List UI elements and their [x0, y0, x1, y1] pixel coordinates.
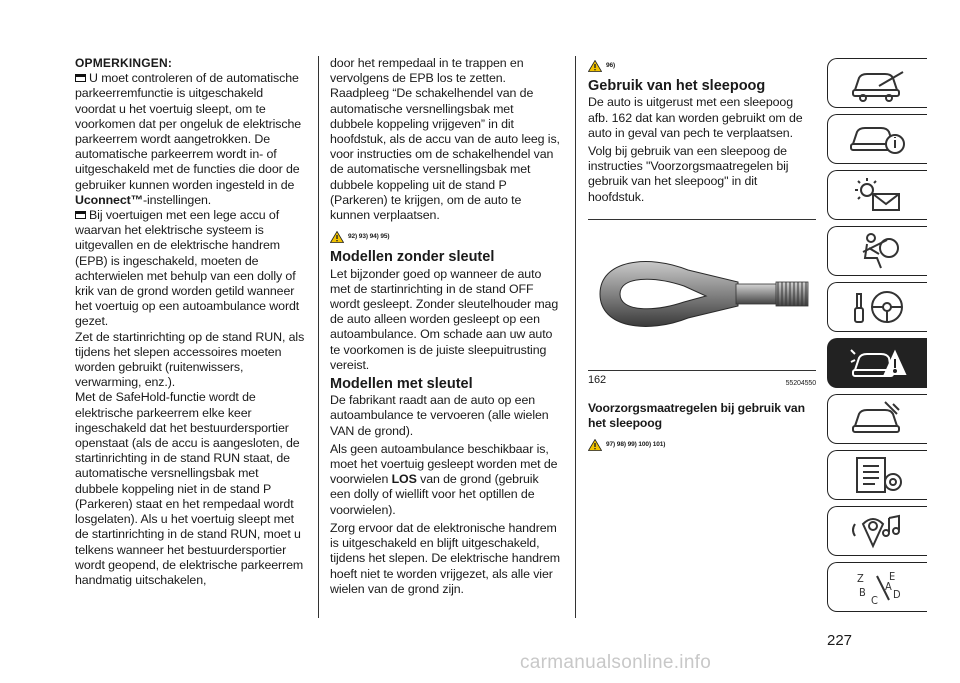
chapter-tabs: [827, 58, 929, 618]
note-paragraph: Bij voertuigen met een lege accu of waarvan het elektrische systeem is uitgevallen en de elektrische handrem (EPB) is ingeschakeld, moeten de achterwielen met behulp van een dolly of krik van de grond worden getild wanneer het voertuig op een autoambulance wordt gezet.: [75, 208, 300, 329]
tab-technical-data[interactable]: [827, 450, 927, 500]
svg-text:A: A: [884, 580, 892, 593]
tow-eye-thread: [776, 282, 808, 306]
watermark: carmanualsonline.info: [520, 652, 712, 673]
warning-references: 96): [588, 58, 816, 73]
column-separator: [318, 56, 319, 618]
warning-references: 92) 93) 94) 95): [330, 229, 560, 244]
svg-text:B: B: [858, 586, 866, 599]
body-paragraph: Zet de startinrichting op de stand RUN, als tijdens het slepen accessoires moeten worden gebruikt (ruitenwissers, verwarming, enz.).: [75, 329, 305, 390]
svg-text:C: C: [870, 594, 878, 606]
tab-lights-messages[interactable]: [827, 170, 927, 220]
column-1: [75, 56, 305, 588]
note-paragraph: U moet controleren of de automatische parkeerremfunctie is uitgeschakeld voordat u het voertuig sleept, om te voorkomen dat per ongeluk de elektrische parkeerrem wordt aangetrokken. De automatische parkeerrem wordt in- of uitgeschakeld met de functies die door de gebruiker kunnen worden ingesteld in de Uconnect™-instellingen.: [75, 71, 302, 207]
warning-references: 97) 98) 99) 100) 101): [588, 437, 816, 452]
tab-service[interactable]: [827, 394, 927, 444]
body-paragraph: door het rempedaal in te trappen en vervolgens de EPB los te zetten. Raadpleeg “De schakelhendel van de automatische versnellingsbak met dubbele koppeling vrijgeven” in dit hoofdstuk, als de accu van de auto leeg is, voor instructies om de schakelhendel van de automatische versnellingsbak met dubbele koppeling uit de stand P (Parkeren) te krijgen, om de auto te kunnen verplaatsen.: [330, 56, 560, 223]
section-heading: Gebruik van het sleepoog: [588, 78, 766, 95]
body-paragraph: Als geen autoambulance beschikbaar is, moet het voertuig gesleept worden met de voorwielen LOS van de grond (gebruik een dolly of wiellift voor het optillen de voorwielen).: [330, 441, 558, 517]
figure-footer: [588, 370, 816, 391]
column-separator: [575, 56, 576, 618]
notes-heading: OPMERKINGEN:: [75, 56, 173, 70]
body-paragraph: Met de SafeHold-functie wordt de elektrische parkeerrem elke keer ingeschakeld dat het bestuurdersportier openstaat (als de accu is aangesloten, de startinrichting in de stand RUN staat, de automatische versnellingsbak met dubbele koppeling niet in de stand P (Parkeren) staat en het rempedaal wordt losgelaten). Als u het voertuig sleept met de startinrichting in de stand RUN, moet u telkens wanneer het bestuurdersportier wordt geopend, de elektrische parkeerrem handmatig uitschakelen,: [75, 390, 304, 587]
tab-car-info[interactable]: [827, 114, 927, 164]
figure-code: 55204550: [785, 379, 816, 387]
svg-text:D: D: [892, 588, 901, 601]
figure-caption: Voorzorgsmaatregelen bij gebruik van het sleepoog: [588, 401, 805, 431]
tab-dashboard[interactable]: [827, 58, 927, 108]
body-paragraph: De auto is uitgerust met een sleepoog afb. 162 dat kan worden gebruikt om de auto in geval van pech te verplaatsen.: [588, 95, 803, 140]
warning-triangle-icon: [588, 60, 602, 72]
warning-triangle-icon: [330, 231, 344, 243]
tab-starting-driving[interactable]: [827, 282, 927, 332]
airbag-safety-icon: [849, 232, 907, 270]
multimedia-icon: [849, 512, 907, 550]
index-abc-icon: [849, 568, 907, 606]
tab-index[interactable]: [827, 562, 927, 612]
body-paragraph: Let bijzonder goed op wanneer de auto met de startinrichting in de stand OFF wordt gesleept. Zonder sleutelhouder mag de auto alleen worden gesleept op een autoambulance. Om schade aan uw auto te voorkomen is de juiste sleepuitrusting vereist.: [330, 266, 559, 372]
note-icon: [75, 211, 86, 219]
light-message-icon: [849, 176, 907, 214]
tab-emergency[interactable]: [827, 338, 927, 388]
body-paragraph: Zorg ervoor dat de elektronische handrem is uitgeschakeld en blijft uitgeschakeld, tijdens het slepen. De elektrische handrem hoeft niet te worden vrijgezet, als alle vier wielen van de grond zijn.: [330, 520, 560, 596]
warning-triangle-icon: [588, 439, 602, 451]
page-number: 227: [827, 632, 853, 649]
svg-text:Z: Z: [856, 572, 864, 585]
column-2: [330, 56, 560, 597]
body-paragraph: Volg bij gebruik van een sleepoog de instructies "Voorzorgsmaatregelen bij gebruik van het sleepoog" in dit hoofdstuk.: [588, 144, 789, 204]
roadside-emergency-icon: [849, 344, 907, 382]
svg-text:E: E: [888, 570, 895, 583]
tow-eye-image: [588, 220, 816, 368]
tab-multimedia[interactable]: [827, 506, 927, 556]
section-heading: Modellen zonder sleutel: [330, 249, 495, 266]
steering-wheel-icon: [849, 288, 907, 326]
section-heading: Modellen met sleutel: [330, 376, 473, 393]
car-dashboard-icon: [849, 64, 907, 102]
tow-eye-figure: [588, 219, 816, 370]
tab-safety[interactable]: [827, 226, 927, 276]
column-3: [588, 56, 816, 458]
figure-number: 162: [588, 373, 607, 386]
body-paragraph: De fabrikant raadt aan de auto op een autoambulance te vervoeren (alle wielen VAN de grond).: [330, 393, 549, 438]
note-icon: [75, 74, 86, 82]
technical-data-icon: [849, 456, 907, 494]
service-car-icon: [849, 400, 907, 438]
car-info-icon: [849, 120, 907, 158]
